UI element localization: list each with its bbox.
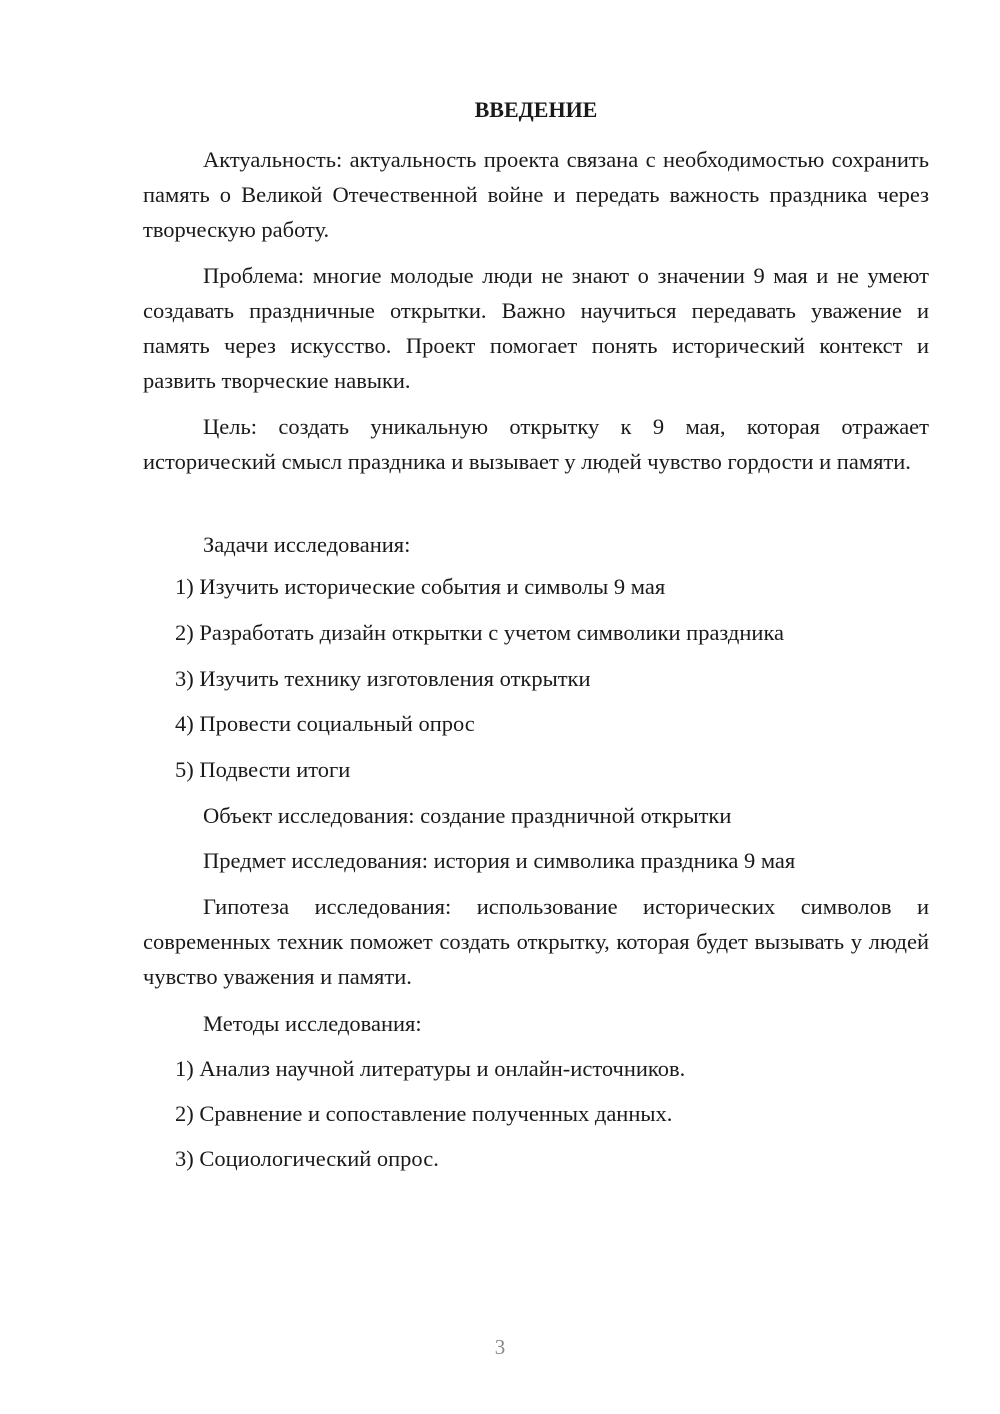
list-item: 3) Социологический опрос. <box>175 1146 439 1171</box>
methods-label-section <box>143 1006 929 1041</box>
list-item: 1) Изучить исторические события и символы 9 мая <box>175 574 666 599</box>
list-item: 5) Подвести итоги <box>175 757 351 782</box>
page-title: ВВЕДЕНИЕ <box>474 97 598 122</box>
list-item: 1) Анализ научной литературы и онлайн-источников. <box>175 1056 686 1081</box>
problem-section <box>143 258 929 398</box>
subject-paragraph: Предмет исследования: история и символика праздника 9 мая <box>203 848 796 873</box>
object-paragraph: Объект исследования: создание праздничной открытки <box>203 803 732 828</box>
page-number: 3 <box>494 1335 506 1359</box>
list-item: 2) Сравнение и сопоставление полученных данных. <box>175 1101 673 1126</box>
list-item: 4) Провести социальный опрос <box>175 711 475 736</box>
object-section <box>143 798 929 833</box>
task-item-5 <box>143 752 929 787</box>
hypothesis-section <box>143 889 929 994</box>
tasks-label-section <box>143 527 929 562</box>
method-item-1 <box>143 1051 929 1086</box>
method-item-3 <box>143 1141 929 1176</box>
relevance-section <box>143 142 929 247</box>
methods-label: Методы исследования: <box>203 1011 422 1036</box>
goal-paragraph: Цель: создать уникальную открытку к 9 мая, которая отражает исторический смысл праздника и вызывает у людей чувство гордости и памяти. <box>143 414 929 474</box>
problem-paragraph: Проблема: многие молодые люди не знают о значении 9 мая и не умеют создавать праздничные открытки. Важно научиться передавать уважение и память через искусство. Проект помогает понять исторический контекст и развить творческие навыки. <box>143 263 929 393</box>
method-item-2 <box>143 1096 929 1131</box>
list-item: 2) Разработать дизайн открытки с учетом символики праздника <box>175 620 785 645</box>
list-item: 3) Изучить технику изготовления открытки <box>175 666 591 691</box>
tasks-label: Задачи исследования: <box>203 532 411 557</box>
task-item-4 <box>143 706 929 741</box>
hypothesis-paragraph: Гипотеза исследования: использование исторических символов и современных техник поможет создать открытку, которая будет вызывать у людей чувство уважения и памяти. <box>143 894 929 989</box>
subject-section <box>143 843 929 878</box>
relevance-paragraph: Актуальность: актуальность проекта связана с необходимостью сохранить память о Великой Отечественной войне и передать важность праздника через творческую работу. <box>143 147 929 242</box>
goal-section <box>143 409 929 479</box>
task-item-2 <box>143 615 929 650</box>
task-item-3 <box>143 661 929 696</box>
task-item-1 <box>143 569 929 604</box>
